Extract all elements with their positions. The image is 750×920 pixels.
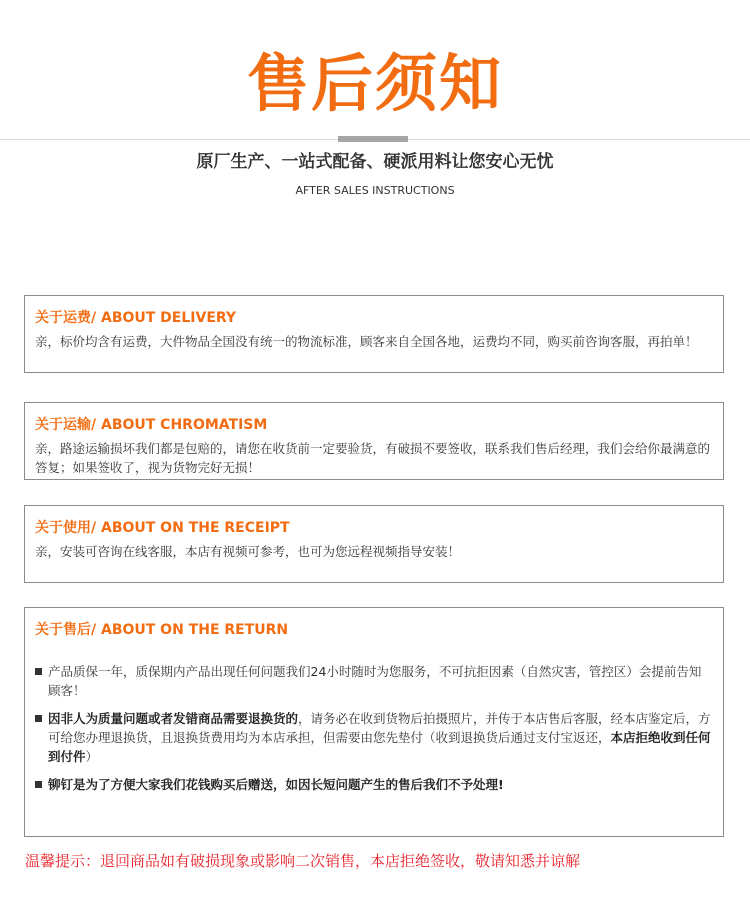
section-usage-text: 亲，安装可咨询在线客服，本店有视频可参考，也可为您远程视频指导安装！: [35, 544, 461, 559]
section-after-sales: [24, 607, 724, 837]
header-accent-bar: [338, 136, 408, 142]
square-bullet-icon: [35, 715, 42, 722]
section-delivery-text: 亲，标价均含有运费，大件物品全国没有统一的物流标准，顾客来自全国各地，运费均不同，购买前咨询客服，再拍单！: [35, 334, 698, 349]
section-usage: [24, 505, 724, 583]
after-sales-list: [35, 662, 713, 794]
section-usage-title: 关于使用/ ABOUT ON THE RECEIPT: [35, 520, 290, 536]
section-transport-title: 关于运输/ ABOUT CHROMATISM: [35, 417, 268, 433]
list-item-end: ）: [85, 749, 99, 764]
section-after-sales-title: 关于售后/ ABOUT ON THE RETURN: [35, 622, 289, 638]
page-subtitle: 原厂生产、一站式配备、硬派用料让您安心无忧: [196, 152, 554, 172]
list-item: [35, 662, 713, 700]
list-item-text: 产品质保一年，质保期内产品出现任何问题我们24小时随时为您服务，不可抗拒因素（自然灾害，管控区）会提前告知顾客！: [48, 664, 702, 698]
list-item-bold-tail: 本店拒绝收到任何到付件: [48, 730, 711, 764]
square-bullet-icon: [35, 668, 42, 675]
page-subtitle-english: AFTER SALES INSTRUCTIONS: [295, 184, 455, 197]
list-item-text: ，请务必在收到货物后拍摄照片，并传于本店售后客服，经本店鉴定后，方可给您办理退换货，且退换货费用均为本店承担，但需要由您先垫付（收到退换货后通过支付宝返还，: [48, 711, 711, 745]
list-item: [35, 709, 713, 766]
section-transport: [24, 402, 724, 480]
section-delivery: [24, 295, 724, 373]
square-bullet-icon: [35, 781, 42, 788]
page-title: 售后须知: [246, 47, 503, 120]
warm-notice: 温馨提示：退回商品如有破损现象或影响二次销售，本店拒绝签收，敬请知悉并谅解: [25, 852, 581, 870]
section-delivery-title: 关于运费/ ABOUT DELIVERY: [35, 310, 237, 326]
list-item-bold-text: 铆钉是为了方便大家我们花钱购买后赠送，如因长短问题产生的售后我们不予处理!: [48, 777, 504, 792]
section-transport-text: 亲，路途运输损坏我们都是包赔的，请您在收货前一定要验货，有破损不要签收，联系我们售后经理，我们会给你最满意的答复；如果签收了，视为货物完好无损！: [35, 441, 711, 475]
list-item-bold-lead: 因非人为质量问题或者发错商品需要退换货的: [48, 711, 299, 726]
list-item: [35, 775, 713, 794]
